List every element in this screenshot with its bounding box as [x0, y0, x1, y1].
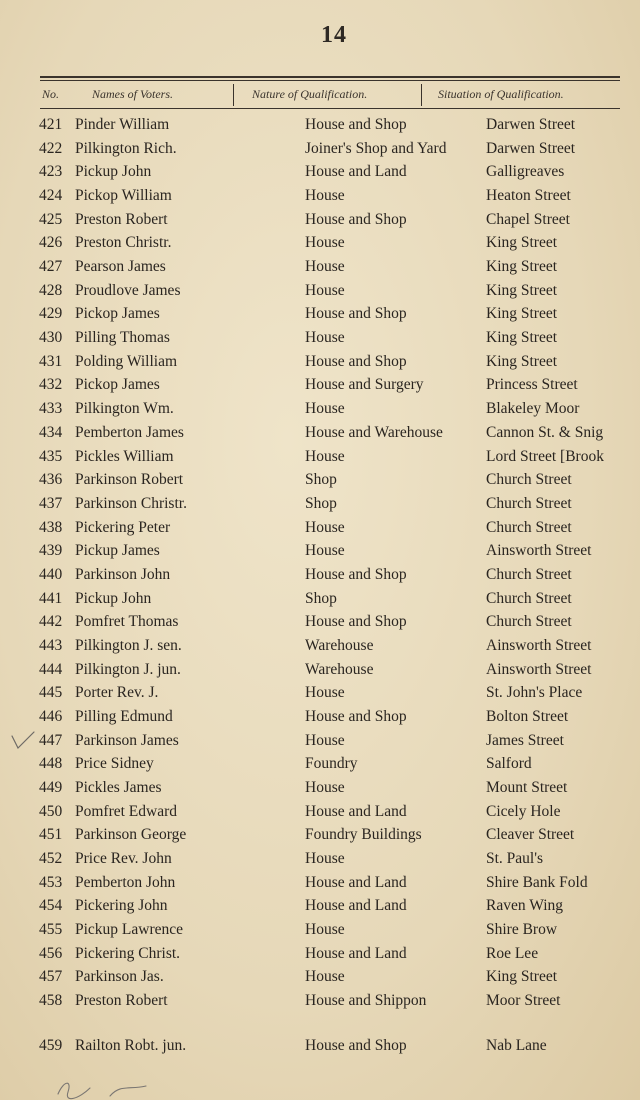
qualification-situation: Church Street — [486, 495, 572, 512]
voter-name: Parkinson James — [75, 732, 179, 749]
qualification-nature: House and Land — [305, 163, 407, 180]
voter-number: 459 — [39, 1037, 63, 1054]
voter-name: Pickup John — [75, 163, 152, 180]
qualification-situation: Mount Street — [486, 779, 568, 796]
voter-row — [0, 992, 640, 1015]
voter-number: 440 — [39, 566, 63, 583]
voter-row — [0, 187, 640, 210]
qualification-nature: House and Shop — [305, 353, 407, 370]
voter-number: 446 — [39, 708, 63, 725]
voter-number: 458 — [39, 992, 63, 1009]
column-header-situation: Situation of Qualification. — [438, 87, 564, 101]
qualification-nature: House and Shop — [305, 116, 407, 133]
qualification-situation: James Street — [486, 732, 564, 749]
qualification-situation: Heaton Street — [486, 187, 571, 204]
voter-name: Pilling Thomas — [75, 329, 170, 346]
voter-number: 426 — [39, 234, 63, 251]
qualification-nature: House — [305, 187, 345, 204]
voter-number: 449 — [39, 779, 63, 796]
voter-row — [0, 471, 640, 494]
voter-number: 452 — [39, 850, 63, 867]
voter-number: 434 — [39, 424, 63, 441]
qualification-situation: Ainsworth Street — [486, 661, 592, 678]
voter-row — [0, 684, 640, 707]
voter-name: Pickles William — [75, 448, 174, 465]
voter-name: Pilkington J. sen. — [75, 637, 182, 654]
qualification-situation: Blakeley Moor — [486, 400, 580, 417]
qualification-nature: House and Land — [305, 874, 407, 891]
qualification-nature: House and Shop — [305, 613, 407, 630]
voter-row — [0, 590, 640, 613]
voter-row — [0, 945, 640, 968]
qualification-situation: St. John's Place — [486, 684, 583, 701]
qualification-nature: House — [305, 968, 345, 985]
voter-name: Pickup Lawrence — [75, 921, 184, 938]
voter-row — [0, 613, 640, 636]
column-divider — [233, 84, 234, 106]
voter-name: Parkinson George — [75, 826, 187, 843]
qualification-situation: Cleaver Street — [486, 826, 575, 843]
header-rule-bottom — [40, 108, 620, 109]
voter-row — [0, 779, 640, 802]
qualification-nature: House — [305, 282, 345, 299]
qualification-situation: Cicely Hole — [486, 803, 561, 820]
qualification-nature: House and Warehouse — [305, 424, 443, 441]
voter-number: 435 — [39, 448, 63, 465]
voter-number: 454 — [39, 897, 63, 914]
voter-number: 457 — [39, 968, 63, 985]
voter-row — [0, 140, 640, 163]
qualification-nature: Warehouse — [305, 661, 374, 678]
voter-name: Pilling Edmund — [75, 708, 173, 725]
voter-row — [0, 661, 640, 684]
qualification-situation: Church Street — [486, 613, 572, 630]
qualification-situation: Church Street — [486, 590, 572, 607]
qualification-nature: Shop — [305, 471, 337, 488]
qualification-nature: House and Shop — [305, 566, 407, 583]
voter-number: 442 — [39, 613, 63, 630]
qualification-situation: Darwen Street — [486, 116, 576, 133]
voter-row — [0, 329, 640, 352]
voter-name: Pickop William — [75, 187, 172, 204]
qualification-situation: Darwen Street — [486, 140, 576, 157]
qualification-nature: House and Shop — [305, 1037, 407, 1054]
voter-number: 443 — [39, 637, 63, 654]
voter-number: 444 — [39, 661, 63, 678]
voter-name: Preston Robert — [75, 992, 168, 1009]
voter-name: Pickering John — [75, 897, 168, 914]
voter-row — [0, 448, 640, 471]
header-rule-top-thin — [40, 80, 620, 81]
qualification-nature: House and Shippon — [305, 992, 427, 1009]
qualification-nature: House — [305, 258, 345, 275]
voter-number: 425 — [39, 211, 63, 228]
voter-row — [0, 305, 640, 328]
qualification-situation: Ainsworth Street — [486, 542, 592, 559]
voter-row — [0, 519, 640, 542]
voter-number: 450 — [39, 803, 63, 820]
voter-name: Pickop James — [75, 305, 160, 322]
voter-name: Price Sidney — [75, 755, 154, 772]
voter-number: 437 — [39, 495, 63, 512]
voter-row — [0, 637, 640, 660]
qualification-nature: House — [305, 400, 345, 417]
qualification-situation: Salford — [486, 755, 532, 772]
voter-row — [0, 732, 640, 755]
voter-number: 448 — [39, 755, 63, 772]
qualification-situation: Raven Wing — [486, 897, 564, 914]
voter-number: 428 — [39, 282, 63, 299]
voter-number: 456 — [39, 945, 63, 962]
voter-number: 429 — [39, 305, 63, 322]
voter-row — [0, 353, 640, 376]
qualification-situation: Chapel Street — [486, 211, 570, 228]
voter-name: Pilkington J. jun. — [75, 661, 181, 678]
voter-row — [0, 163, 640, 186]
voter-name: Pinder William — [75, 116, 170, 133]
voter-row — [0, 542, 640, 565]
qualification-nature: House and Land — [305, 945, 407, 962]
voter-row — [0, 234, 640, 257]
qualification-situation: Lord Street [Brook — [486, 448, 604, 465]
qualification-nature: Shop — [305, 590, 337, 607]
qualification-nature: Warehouse — [305, 637, 374, 654]
qualification-situation: Church Street — [486, 471, 572, 488]
qualification-situation: King Street — [486, 329, 558, 346]
column-header-names: Names of Voters. — [92, 87, 173, 101]
voter-row — [0, 826, 640, 849]
qualification-situation: King Street — [486, 234, 558, 251]
voter-row — [0, 968, 640, 991]
column-header-no: No. — [42, 87, 60, 101]
voter-name: Parkinson Jas. — [75, 968, 164, 985]
voter-number: 427 — [39, 258, 63, 275]
qualification-situation: King Street — [486, 305, 558, 322]
voter-number: 438 — [39, 519, 63, 536]
qualification-nature: Joiner's Shop and Yard — [305, 140, 447, 157]
voter-name: Parkinson Christr. — [75, 495, 187, 512]
qualification-situation: Cannon St. & Snig — [486, 424, 604, 441]
voter-name: Porter Rev. J. — [75, 684, 159, 701]
qualification-nature: House and Land — [305, 897, 407, 914]
voter-name: Pemberton James — [75, 424, 184, 441]
voter-name: Polding William — [75, 353, 177, 370]
qualification-nature: House — [305, 779, 345, 796]
qualification-situation: Bolton Street — [486, 708, 569, 725]
voter-row — [0, 850, 640, 873]
voter-number: 439 — [39, 542, 63, 559]
voter-name: Proudlove James — [75, 282, 181, 299]
qualification-nature: House — [305, 519, 345, 536]
qualification-nature: Shop — [305, 495, 337, 512]
voter-row — [0, 282, 640, 305]
voter-row — [0, 755, 640, 778]
voter-number: 430 — [39, 329, 63, 346]
voter-name: Pickup John — [75, 590, 152, 607]
qualification-nature: House — [305, 921, 345, 938]
qualification-nature: House — [305, 329, 345, 346]
qualification-nature: House and Shop — [305, 211, 407, 228]
qualification-situation: King Street — [486, 968, 558, 985]
voter-number: 421 — [39, 116, 63, 133]
voter-name: Pomfret Thomas — [75, 613, 179, 630]
qualification-nature: House — [305, 234, 345, 251]
voter-number: 453 — [39, 874, 63, 891]
voter-name: Pickop James — [75, 376, 160, 393]
voter-row — [0, 897, 640, 920]
voter-name: Pickles James — [75, 779, 162, 796]
voter-number: 431 — [39, 353, 63, 370]
voter-row — [0, 424, 640, 447]
qualification-situation: King Street — [486, 282, 558, 299]
voter-number: 451 — [39, 826, 63, 843]
voter-name: Pearson James — [75, 258, 166, 275]
voter-name: Pomfret Edward — [75, 803, 178, 820]
voter-number: 423 — [39, 163, 63, 180]
voter-name: Preston Robert — [75, 211, 168, 228]
qualification-nature: House and Land — [305, 803, 407, 820]
page-number: 14 — [321, 22, 347, 48]
voter-name: Pemberton John — [75, 874, 176, 891]
qualification-nature: House and Shop — [305, 305, 407, 322]
qualification-situation: Ainsworth Street — [486, 637, 592, 654]
voter-row — [0, 258, 640, 281]
qualification-situation: Moor Street — [486, 992, 561, 1009]
qualification-situation: Shire Brow — [486, 921, 558, 938]
voter-number: 445 — [39, 684, 63, 701]
qualification-situation: St. Paul's — [486, 850, 544, 867]
voter-row — [0, 400, 640, 423]
voter-name: Price Rev. John — [75, 850, 172, 867]
voter-number: 422 — [39, 140, 63, 157]
qualification-nature: House and Surgery — [305, 376, 424, 393]
qualification-situation: Church Street — [486, 566, 572, 583]
voter-row — [0, 495, 640, 518]
qualification-situation: Galligreaves — [486, 163, 565, 180]
column-header-nature: Nature of Qualification. — [252, 87, 368, 101]
pencil-tick-mark-icon — [8, 728, 38, 752]
voter-number: 455 — [39, 921, 63, 938]
qualification-nature: Foundry Buildings — [305, 826, 422, 843]
voter-row — [0, 1037, 640, 1060]
qualification-situation: King Street — [486, 353, 558, 370]
qualification-situation: Princess Street — [486, 376, 578, 393]
voter-number: 447 — [39, 732, 63, 749]
voter-number: 433 — [39, 400, 63, 417]
voter-name: Parkinson Robert — [75, 471, 184, 488]
voter-row — [0, 803, 640, 826]
qualification-nature: House — [305, 542, 345, 559]
qualification-nature: House and Shop — [305, 708, 407, 725]
qualification-nature: House — [305, 732, 345, 749]
qualification-situation: Church Street — [486, 519, 572, 536]
voter-name: Pickup James — [75, 542, 160, 559]
voter-row — [0, 708, 640, 731]
voter-name: Pilkington Rich. — [75, 140, 177, 157]
voter-number: 432 — [39, 376, 63, 393]
qualification-situation: King Street — [486, 258, 558, 275]
qualification-situation: Roe Lee — [486, 945, 539, 962]
voter-row — [0, 211, 640, 234]
voter-row — [0, 566, 640, 589]
voter-row — [0, 921, 640, 944]
voter-row — [0, 376, 640, 399]
voter-name: Pilkington Wm. — [75, 400, 174, 417]
header-rule-top — [40, 76, 620, 78]
pencil-scribble-icon — [50, 1074, 170, 1100]
voter-row — [0, 116, 640, 139]
voter-name: Parkinson John — [75, 566, 171, 583]
voter-number: 424 — [39, 187, 63, 204]
voter-name: Pickering Christ. — [75, 945, 181, 962]
qualification-nature: House — [305, 684, 345, 701]
voter-name: Preston Christr. — [75, 234, 172, 251]
qualification-nature: Foundry — [305, 755, 358, 772]
qualification-nature: House — [305, 448, 345, 465]
qualification-situation: Shire Bank Fold — [486, 874, 588, 891]
voter-number: 436 — [39, 471, 63, 488]
voter-row — [0, 874, 640, 897]
voter-name: Railton Robt. jun. — [75, 1037, 187, 1054]
voter-number: 441 — [39, 590, 63, 607]
qualification-nature: House — [305, 850, 345, 867]
qualification-situation: Nab Lane — [486, 1037, 547, 1054]
column-divider — [421, 84, 422, 106]
voter-name: Pickering Peter — [75, 519, 171, 536]
